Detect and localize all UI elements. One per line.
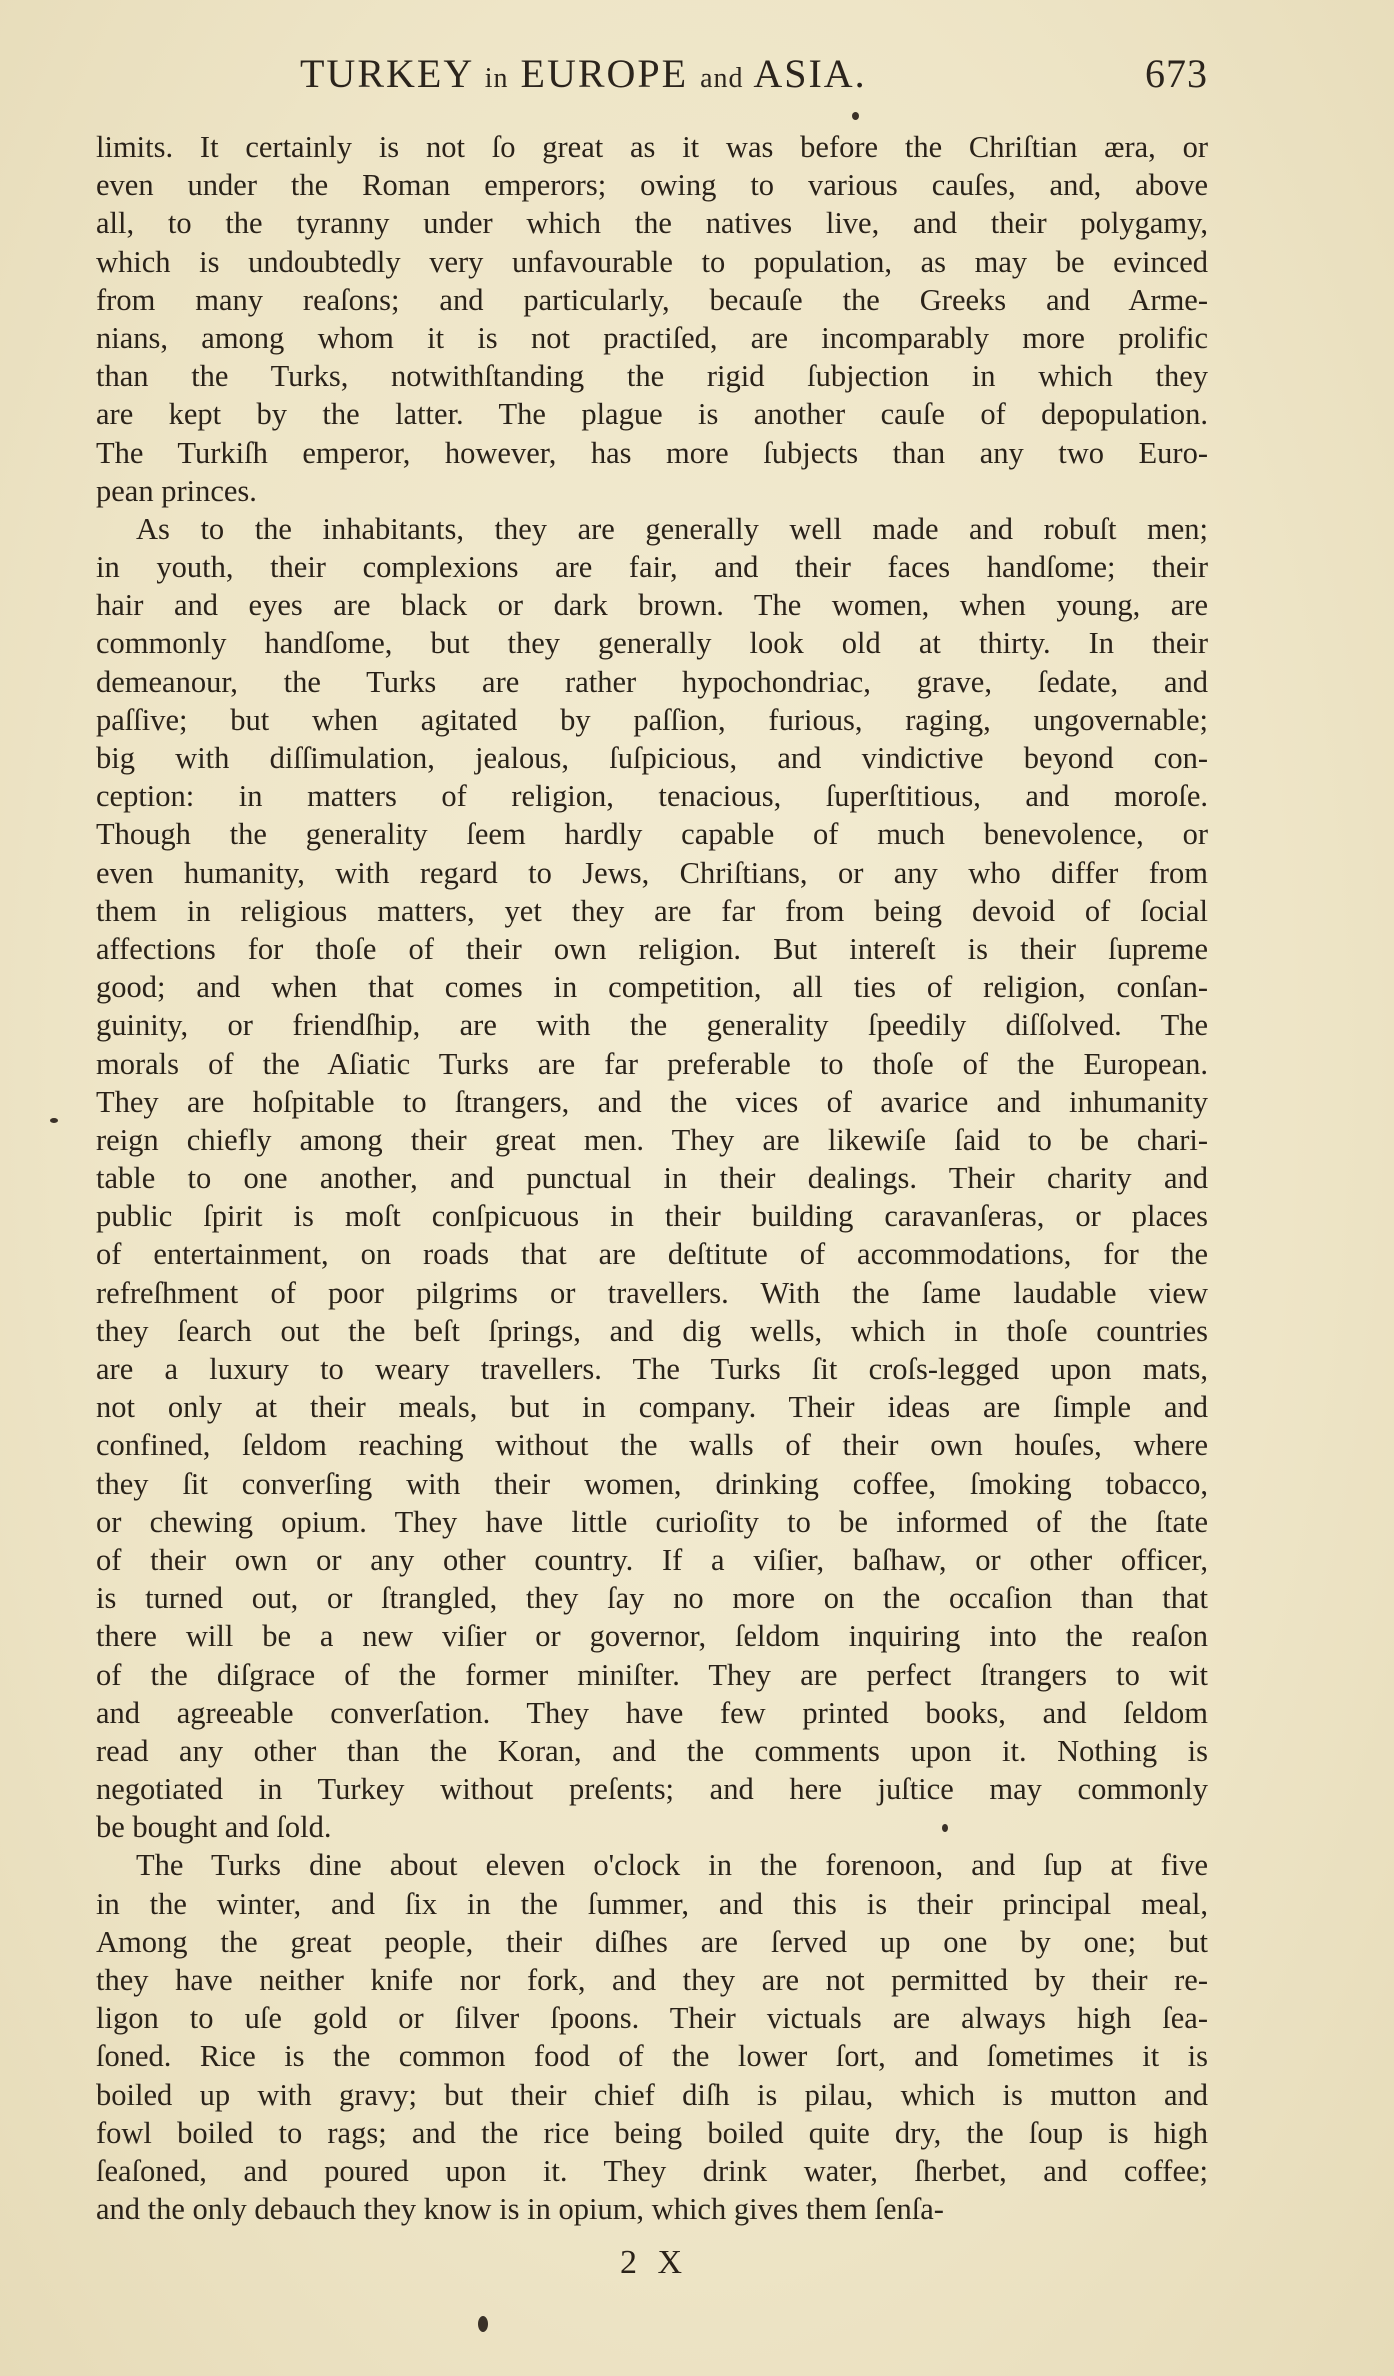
text-line: The Turkiſh emperor, however, has more ſubjects than any two Euro- [96, 435, 1208, 470]
text-line: of the diſgrace of the former miniſter. They are perfect ſtrangers to wit [96, 1657, 1208, 1692]
text-line: they have neither knife nor fork, and they are not permitted by their re- [96, 1963, 1208, 1997]
ink-speck [942, 1824, 948, 1832]
text-line: Though the generality ſeem hardly capable of much benevolence, or [96, 817, 1208, 852]
text-line: even under the Roman emperors; owing to various cauſes, and, above [96, 168, 1208, 203]
text-line: affections for thoſe of their own religion. But intereſt is their ſupreme [96, 931, 1208, 966]
text-line: in youth, their complexions are fair, and their faces handſome; their [96, 550, 1208, 585]
text-line: morals of the Aſiatic Turks are far preferable to thoſe of the European. [96, 1046, 1208, 1081]
body-text [96, 128, 1208, 2228]
text-line: public ſpirit is moſt conſpicuous in their building caravanſeras, or places [96, 1199, 1208, 1234]
text-line: fowl boiled to rags; and the rice being boiled quite dry, the ſoup is high [96, 2115, 1208, 2150]
ink-speck [478, 2316, 488, 2332]
text-line: guinity, or friendſhip, are with the generality ſpeedily diſſolved. The [96, 1008, 1208, 1043]
running-head-word: TURKEY [300, 51, 473, 96]
running-head-word: ASIA. [753, 51, 867, 96]
text-line: and the only debauch they know is in opium, which gives them ſenſa- [96, 2192, 944, 2227]
text-line: of entertainment, on roads that are deſtitute of accommodations, for the [96, 1237, 1208, 1272]
text-line: As to the inhabitants, they are generally well made and robuſt men; [136, 511, 1208, 546]
text-line: they ſit converſing with their women, drinking coffee, ſmoking tobacco, [96, 1466, 1208, 1501]
text-line: boiled up with gravy; but their chief diſh is pilau, which is mutton and [96, 2077, 1208, 2112]
text-line: The Turks dine about eleven o'clock in the forenoon, and ſup at five [136, 1848, 1208, 1883]
text-line: commonly handſome, but they generally look old at thirty. In their [96, 626, 1208, 661]
text-line: or chewing opium. They have little curioſity to be informed of the ſtate [96, 1504, 1208, 1539]
text-line: demeanour, the Turks are rather hypochondriac, grave, ſedate, and [96, 664, 1208, 699]
page-header [96, 50, 1216, 110]
text-line: not only at their meals, but in company. Their ideas are ſimple and [96, 1390, 1208, 1425]
text-line: be bought and ſold. [96, 1810, 332, 1845]
text-line: big with diſſimulation, jealous, ſuſpicious, and vindictive beyond con- [96, 741, 1208, 775]
text-line: ception: in matters of religion, tenacious, ſuperſtitious, and moroſe. [96, 779, 1208, 814]
signature-mark: 2 X [620, 2244, 689, 2281]
text-line: them in religious matters, yet they are far from being devoid of ſocial [96, 893, 1208, 928]
text-line: from many reaſons; and particularly, becauſe the Greeks and Arme- [96, 282, 1208, 317]
text-line: reign chiefly among their great men. They are likewiſe ſaid to be chari- [96, 1122, 1208, 1157]
running-head-word: in [484, 63, 509, 94]
text-line: They are hoſpitable to ſtrangers, and the vices of avarice and inhumanity [96, 1084, 1208, 1119]
text-line: are a luxury to weary travellers. The Turks ſit croſs-legged upon mats, [96, 1352, 1208, 1386]
running-head-word: EUROPE [520, 51, 689, 96]
text-line: all, to the tyranny under which the natives live, and their polygamy, [96, 206, 1208, 241]
text-line: they ſearch out the beſt ſprings, and dig wells, which in thoſe countries [96, 1313, 1208, 1348]
text-line: of their own or any other country. If a viſier, baſhaw, or other officer, [96, 1542, 1208, 1577]
running-head [300, 50, 867, 97]
text-line: there will be a new viſier or governor, ſeldom inquiring into the reaſon [96, 1619, 1208, 1654]
text-line: Among the great people, their diſhes are ſerved up one by one; but [96, 1924, 1208, 1959]
text-line: limits. It certainly is not ſo great as it was before the Chriſtian æra, or [96, 130, 1208, 164]
text-line: ligon to uſe gold or ſilver ſpoons. Their victuals are always high ſea- [96, 2001, 1208, 2036]
text-line: pean princes. [96, 473, 257, 508]
text-line: hair and eyes are black or dark brown. The women, when young, are [96, 588, 1208, 623]
page-number: 673 [1145, 51, 1208, 96]
text-line: read any other than the Koran, and the comments upon it. Nothing is [96, 1733, 1208, 1768]
text-line: negotiated in Turkey without preſents; and here juſtice may commonly [96, 1772, 1208, 1807]
text-line: is turned out, or ſtrangled, they ſay no more on the occaſion than that [96, 1581, 1208, 1616]
text-line: are kept by the latter. The plague is another cauſe of depopulation. [96, 397, 1208, 432]
text-line: in the winter, and ſix in the ſummer, and this is their principal meal, [96, 1886, 1208, 1921]
ink-speck [50, 1118, 58, 1123]
text-line: ſeaſoned, and poured upon it. They drink water, ſherbet, and coffee; [96, 2153, 1208, 2188]
text-line: paſſive; but when agitated by paſſion, furious, raging, ungovernable; [96, 702, 1208, 737]
running-head-word: and [700, 63, 744, 94]
text-line: table to one another, and punctual in their dealings. Their charity and [96, 1161, 1208, 1196]
ink-speck [852, 112, 859, 120]
text-line: confined, ſeldom reaching without the walls of their own houſes, where [96, 1428, 1208, 1463]
text-line: than the Turks, notwithſtanding the rigid ſubjection in which they [96, 359, 1208, 394]
text-line: refreſhment of poor pilgrims or travellers. With the ſame laudable view [96, 1275, 1208, 1310]
text-line: which is undoubtedly very unfavourable to population, as may be evinced [96, 244, 1208, 279]
text-line: good; and when that comes in competition, all ties of religion, conſan- [96, 970, 1208, 1005]
text-line: and agreeable converſation. They have few printed books, and ſeldom [96, 1695, 1208, 1730]
text-line: even humanity, with regard to Jews, Chriſtians, or any who differ from [96, 855, 1208, 890]
text-line: ſoned. Rice is the common food of the lower ſort, and ſometimes it is [96, 2039, 1208, 2074]
text-line: nians, among whom it is not practiſed, are incomparably more prolific [96, 320, 1208, 355]
